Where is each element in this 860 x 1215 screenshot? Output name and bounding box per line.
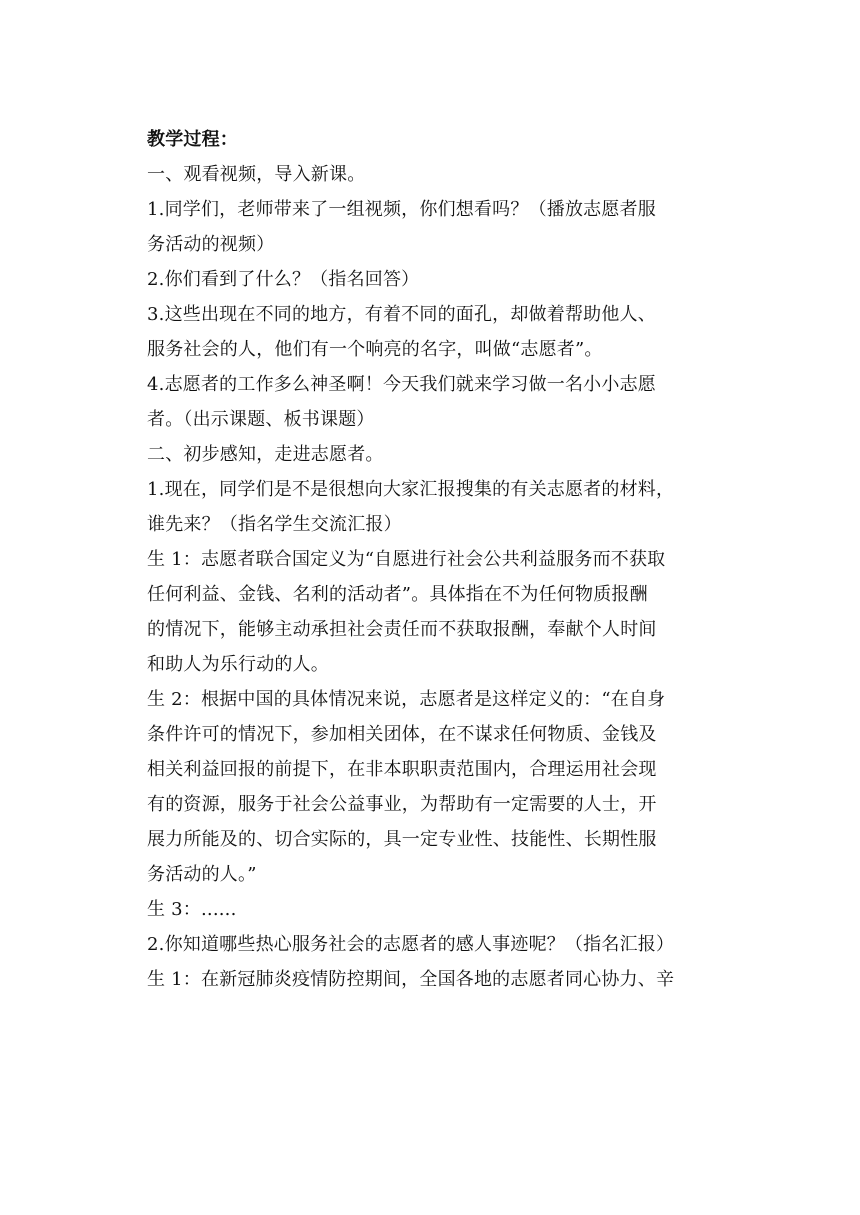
text-line: 谁先来？（指名学生交流汇报） <box>147 514 402 535</box>
text-line: 生 1：志愿者联合国定义为“自愿进行社会公共利益服务而不获取 <box>147 549 666 570</box>
text-line: 的情况下，能够主动承担社会责任而不获取报酬，奉献个人时间 <box>147 619 657 640</box>
text-line: 1.现在，同学们是不是很想向大家汇报搜集的有关志愿者的材料， <box>147 479 675 500</box>
document-title: 教学过程： <box>147 129 238 150</box>
text-line: 有的资源，服务于社会公益事业，为帮助有一定需要的人士，开 <box>147 794 657 815</box>
text-line: 生 2：根据中国的具体情况来说，志愿者是这样定义的：“在自身 <box>147 689 666 710</box>
document-page <box>147 124 715 996</box>
text-line: 一、观看视频，导入新课。 <box>147 164 366 185</box>
text-line: 二、初步感知，走进志愿者。 <box>147 444 384 465</box>
text-line: 务活动的人。” <box>147 864 257 885</box>
text-line: 和助人为乐行动的人。 <box>147 654 329 675</box>
text-line: 任何利益、金钱、名利的活动者”。具体指在不为任何物质报酬 <box>147 584 648 605</box>
text-line: 2.你们看到了什么？（指名回答） <box>147 269 420 290</box>
text-line: 4.志愿者的工作多么神圣啊！今天我们就来学习做一名小小志愿 <box>147 374 656 395</box>
text-line: 2.你知道哪些热心服务社会的志愿者的感人事迹呢？（指名汇报） <box>147 934 675 955</box>
text-line: 1.同学们，老师带来了一组视频，你们想看吗？（播放志愿者服 <box>147 199 656 220</box>
text-line: 者。（出示课题、板书课题） <box>147 409 375 430</box>
text-line: 生 3：...... <box>147 899 237 920</box>
text-line: 3.这些出现在不同的地方，有着不同的面孔，却做着帮助他人、 <box>147 304 656 325</box>
text-line: 生 1：在新冠肺炎疫情防控期间，全国各地的志愿者同心协力、辛 <box>147 969 675 990</box>
text-line: 条件许可的情况下，参加相关团体，在不谋求任何物质、金钱及 <box>147 724 657 745</box>
text-line: 服务社会的人，他们有一个响亮的名字，叫做“志愿者”。 <box>147 339 603 360</box>
text-line: 相关利益回报的前提下，在非本职职责范围内，合理运用社会现 <box>147 759 657 780</box>
text-line: 展力所能及的、切合实际的，具一定专业性、技能性、长期性服 <box>147 829 657 850</box>
text-line: 务活动的视频） <box>147 234 275 255</box>
